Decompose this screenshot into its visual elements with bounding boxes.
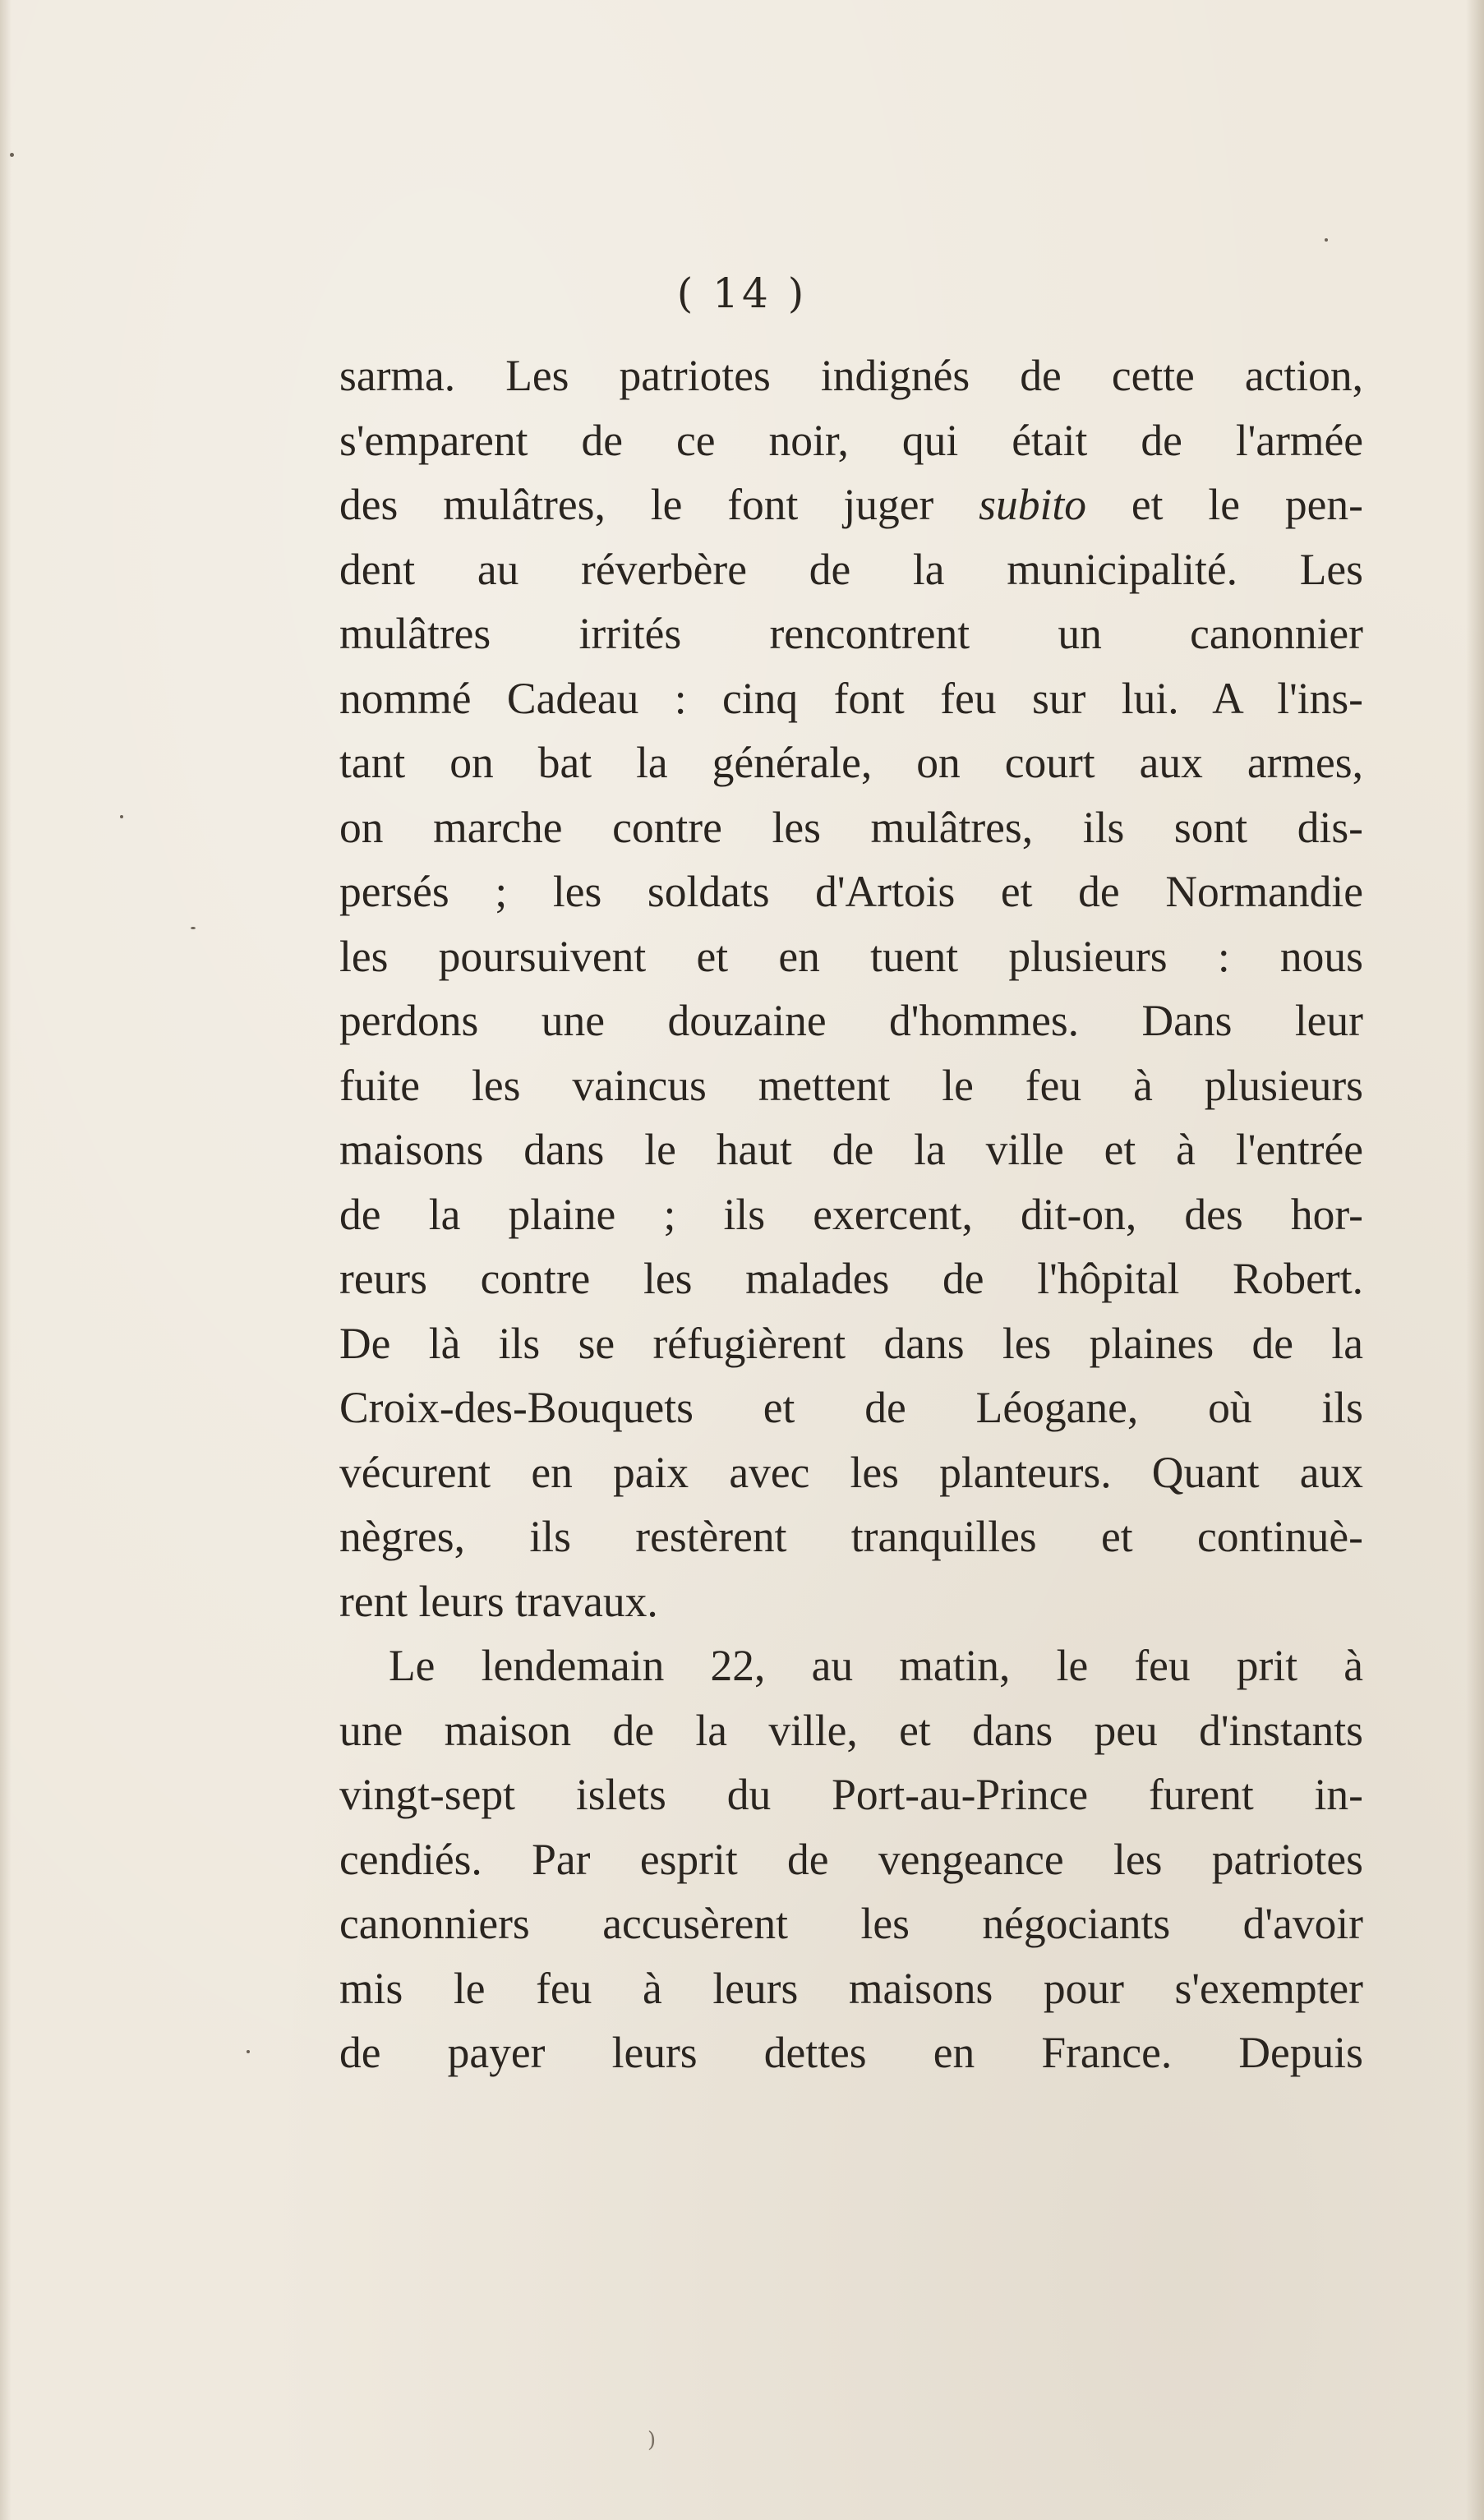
text-line: de la plaine ; ils exercent, dit-on, des hor- (339, 1189, 1363, 1239)
italic-word: subito (979, 480, 1086, 529)
text-line: nommé Cadeau : cinq font feu sur lui. A l'ins- (339, 673, 1363, 723)
body-text (339, 343, 1363, 2085)
page-number: ( 14 ) (676, 270, 808, 317)
page-left-edge (0, 0, 12, 2520)
text-line: Croix-des-Bouquets et de Léogane, où ils (339, 1383, 1363, 1432)
text-line: persés ; les soldats d'Artois et de Normandie (339, 867, 1363, 916)
paper-speck (191, 927, 196, 929)
page-right-edge (1466, 0, 1484, 2520)
paper-speck (1325, 238, 1328, 242)
text-run: des mulâtres, le font juger (339, 480, 979, 529)
text-line: vingt-sept islets du Port-au-Prince furent in- (339, 1770, 1363, 1819)
paper-speck (120, 815, 123, 818)
text-line: maisons dans le haut de la ville et à l'entrée (339, 1125, 1363, 1174)
text-line: perdons une douzaine d'hommes. Dans leur (339, 996, 1363, 1045)
text-line: vécurent en paix avec les planteurs. Quant aux (339, 1447, 1363, 1497)
text-line: rent leurs travaux. (339, 1576, 658, 1626)
text-line: on marche contre les mulâtres, ils sont dis- (339, 802, 1363, 852)
text-line: De là ils se réfugièrent dans les plaines de la (339, 1318, 1363, 1368)
text-line: une maison de la ville, et dans peu d'instants (339, 1705, 1363, 1755)
text-line: Le lendemain 22, au matin, le feu prit à (389, 1641, 1363, 1690)
text-line: nègres, ils restèrent tranquilles et continuè- (339, 1512, 1363, 1561)
text-line: les poursuivent et en tuent plusieurs : nous (339, 931, 1363, 981)
text-run: et le pen- (1085, 480, 1363, 529)
paper-speck (10, 153, 14, 157)
text-line: mulâtres irrités rencontrent un canonnier (339, 609, 1363, 658)
bottom-mark: ) (648, 2428, 657, 2453)
text-line: reurs contre les malades de l'hôpital Robert. (339, 1254, 1363, 1303)
text-line: sarma. Les patriotes indignés de cette action, (339, 351, 1363, 400)
text-line: mis le feu à leurs maisons pour s'exempter (339, 1963, 1363, 2013)
paper-speck (247, 2050, 250, 2053)
text-line: fuite les vaincus mettent le feu à plusieurs (339, 1060, 1363, 1110)
text-line: tant on bat la générale, on court aux armes, (339, 738, 1363, 787)
text-line: de payer leurs dettes en France. Depuis (339, 2028, 1363, 2077)
text-line: s'emparent de ce noir, qui était de l'armée (339, 415, 1363, 465)
text-line: dent au réverbère de la municipalité. Les (339, 544, 1363, 594)
text-line: cendiés. Par esprit de vengeance les patriotes (339, 1834, 1363, 1884)
text-line (339, 472, 1363, 537)
text-line: canonniers accusèrent les négociants d'avoir (339, 1899, 1363, 1948)
